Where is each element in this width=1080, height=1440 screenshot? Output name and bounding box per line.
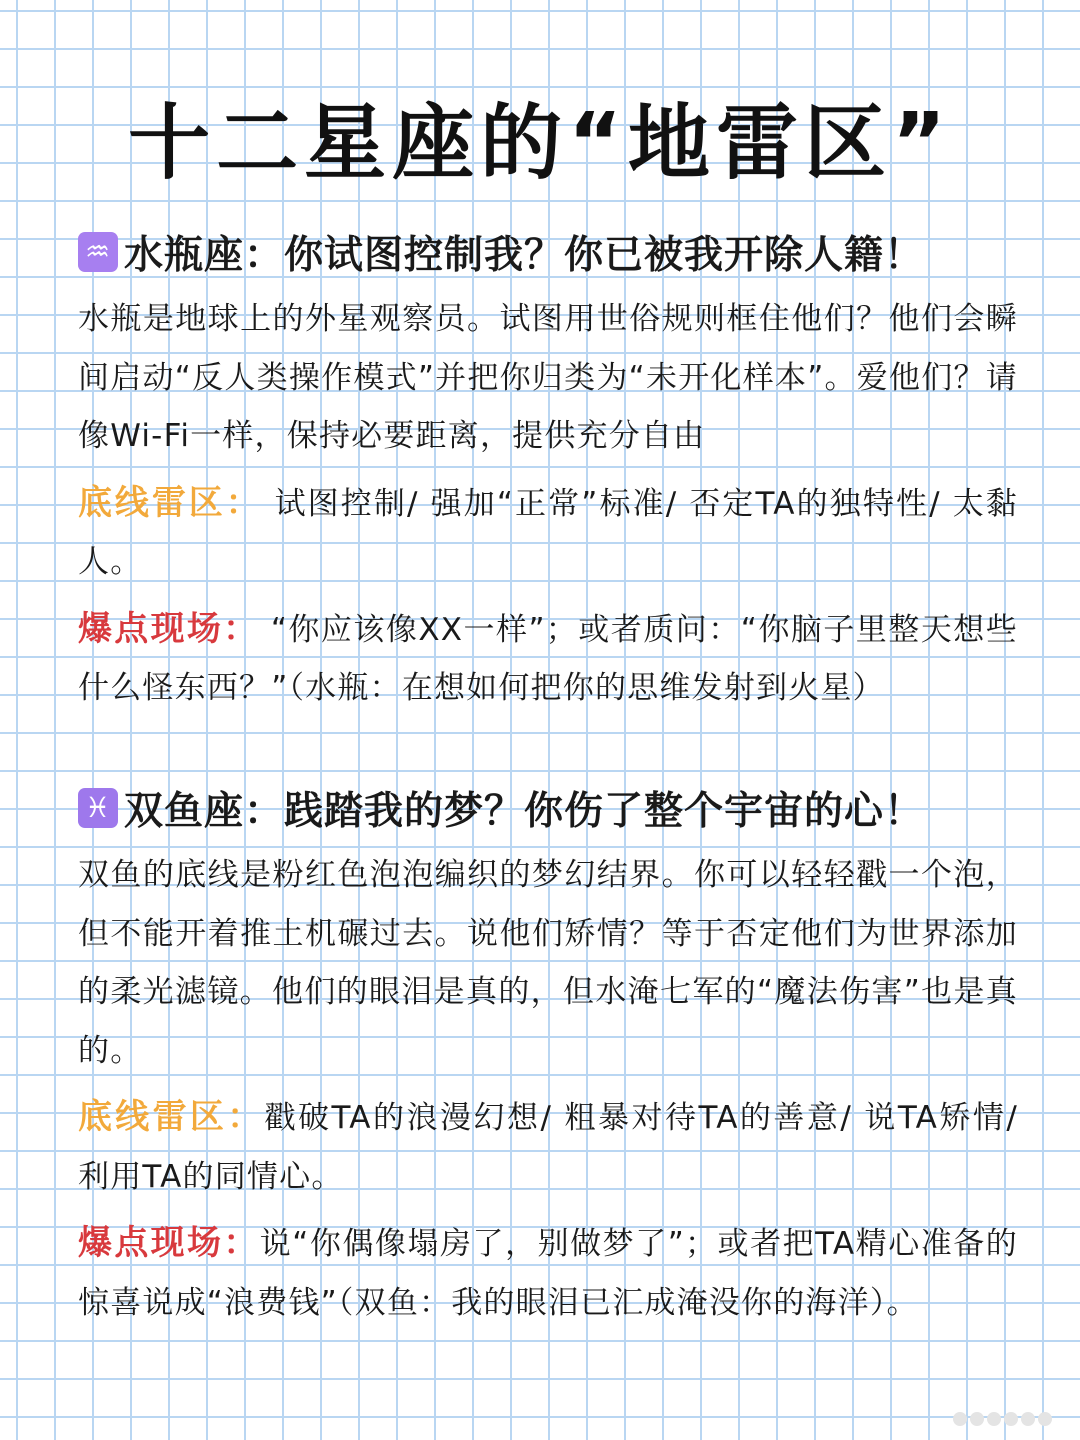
explode-text: “你应该像XX一样”；或者质问：“你脑子里整天想些什么怪东西？”（水瓶：在想如何把你的思维发射到火星） <box>78 611 1018 706</box>
pisces-section <box>78 778 1018 1332</box>
explode-paragraph <box>78 1214 1018 1332</box>
section-description: 水瓶是地球上的外星观察员。试图用世俗规则框住他们？他们会瞬间启动“反人类操作模式”并把你归类为“未开化样本”。爱他们？请像Wi-Fi一样，保持必要距离，提供充分自由 <box>78 301 1018 454</box>
watermark-dot <box>1038 1412 1052 1426</box>
bottom-line-text: 戳破TA的浪漫幻想/ 粗暴对待TA的善意/ 说TA矫情/ 利用TA的同情心。 <box>78 1100 1018 1195</box>
bottom-line-paragraph <box>78 1088 1018 1206</box>
watermark-dot <box>1004 1412 1018 1426</box>
bottom-line-label: 底线雷区： <box>78 482 263 523</box>
section-heading-text: 水瓶座：你试图控制我？你已被我开除人籍！ <box>124 233 925 278</box>
explode-paragraph <box>78 600 1018 718</box>
aquarius-section <box>78 222 1018 718</box>
watermark-dot <box>953 1412 967 1426</box>
bottom-line-label: 底线雷区： <box>78 1097 265 1137</box>
section-description: 双鱼的底线是粉红色泡泡编织的梦幻结界。你可以轻轻戳一个泡，但不能开着推土机碾过去。说他们矫情？等于否定他们为世界添加的柔光滤镜。他们的眼泪是真的，但水淹七军的“魔法伤害”也是真的。 <box>78 857 1018 1069</box>
watermark-dot <box>1021 1412 1035 1426</box>
watermark-dots <box>953 1412 1052 1426</box>
bottom-line-paragraph <box>78 474 1018 592</box>
aquarius-icon: ♒ <box>78 232 118 272</box>
section-heading <box>78 222 1018 282</box>
explode-text: 说“你偶像塌房了，别做梦了”；或者把TA精心准备的惊喜说成“浪费钱”（双鱼：我的眼泪已汇成淹没你的海洋）。 <box>78 1226 1019 1321</box>
section-heading-text: 双鱼座：践踏我的梦？你伤了整个宇宙的心！ <box>124 789 925 834</box>
watermark-dot <box>970 1412 984 1426</box>
explode-label: 爆点现场： <box>78 608 260 649</box>
page-title: 十二星座的“地雷区” <box>128 96 952 191</box>
section-heading <box>78 778 1018 838</box>
bottom-line-text: 试图控制/ 强加“正常”标准/ 否定TA的独特性/ 太黏人。 <box>78 485 1019 580</box>
watermark-dot <box>987 1412 1001 1426</box>
explode-label: 爆点现场： <box>78 1223 260 1263</box>
pisces-icon: ♓ <box>78 788 118 828</box>
